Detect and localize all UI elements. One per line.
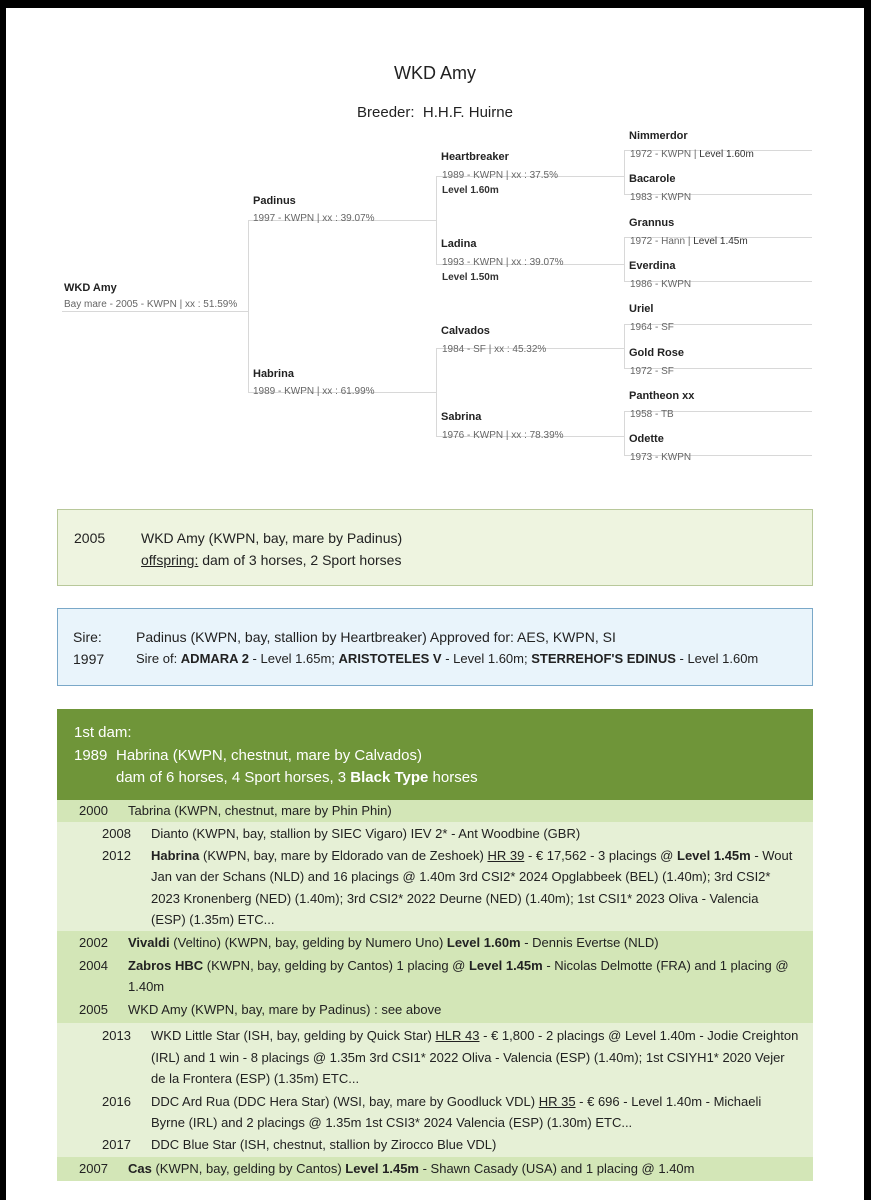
g3-name: Grannus [629,217,675,229]
breeder-label: Breeder: [357,104,415,121]
g3-name: Gold Rose [629,347,685,359]
ss-level: Level 1.60m [442,185,499,196]
page-title: WKD Amy [393,63,476,83]
offspring-link[interactable]: offspring: [141,552,199,568]
sire-description: Padinus (KWPN, bay, stallion by Heartbreaker) Approved for: AES, KWPN, SI [136,629,616,645]
g3-name: Nimmerdor [629,130,688,142]
sire-label: Sire: [73,629,102,645]
hr-link[interactable]: HLR 43 [435,1028,480,1043]
hr-link[interactable]: HR 39 [487,847,525,863]
subject-details: Bay mare - 2005 - KWPN | xx : 51.59% [64,299,238,310]
ss-name: Heartbreaker [441,151,509,163]
g3-details: 1973 - KWPN [630,452,692,463]
g3-details: 1972 - KWPN | Level 1.60m [630,149,754,160]
sd-name: Ladina [441,238,477,250]
ds-details: 1984 - SF | xx : 45.32% [442,344,547,355]
first-dam-production: dam of 6 horses, 4 Sport horses, 3 Black Type horses [116,769,478,786]
horse-year: 2005 [74,530,106,546]
g3-details: 1972 - SF [630,366,674,377]
g3-details: 1986 - KWPN [630,279,692,290]
document-page [6,8,864,1200]
sire-year: 1997 [73,651,105,667]
first-dam-year: 1989 [74,747,108,764]
offspring-row: 2013 WKD Little Star (ISH, bay, gelding by Quick Star) HLR 43 - € 1,800 - 2 placings @ Level 1.40m - Jodie Creighton (IRL) and 1 win - 8 placings @ 1.35m 3rd CSI1* 2022 Oliva - Valencia (ESP) (1.40m); 1st CSIYH1* 2020 Vejer de la Frontera (ESP) (1.35m) ETC... 2016 DDC Ard Rua (DDC Hera Star) (WSI, bay, mare by Goodluck VDL) HR 35 - € 696 - Level 1.40m - Michaeli Byrne (IRL) and 2 placings @ 1.35m 1st CSI3* 2024 Valencia (ESP) (1.30m) ETC... 2017 DDC Blue Star (ISH, chestnut, stallion by Zirocco Blue VDL) [57,1023,813,1157]
dam-name: Habrina [253,368,294,380]
horse-line: WKD Amy (KWPN, bay, mare by Padinus) [141,530,403,546]
g3-details: 1964 - SF [630,322,674,333]
sire-name: Padinus [253,195,296,207]
notable-offspring: STERREHOF'S EDINUS [531,651,676,666]
breeder-line [6,104,864,121]
sd-level: Level 1.50m [442,272,499,283]
g3-name: Everdina [629,260,676,272]
offspring-row: 2007 Cas (KWPN, bay, gelding by Cantos) Level 1.45m - Shawn Casady (USA) and 1 placing @ 1.40m [57,1157,813,1181]
sire-of-line: Sire of: ADMARA 2 - Level 1.65m; ARISTOTELES V - Level 1.60m; STERREHOF'S EDINUS - Level 1.60m [136,651,759,666]
subject-name: WKD Amy [64,282,117,294]
offspring-line: offspring: dam of 3 horses, 2 Sport horses [141,552,402,568]
offspring-row: 2008 Dianto (KWPN, bay, stallion by SIEC Vigaro) IEV 2* - Ant Woodbine (GBR) 2012 Habrina (KWPN, bay, mare by Eldorado van de Zeshoek) HR 39 - € 17,562 - 3 placings @ Level 1.45m - Wout Jan van der Schans (NLD) and 16 placings @ 1.40m 3rd CSI2* 2024 Opglabbeek (BEL) (1.40m); 3rd CSI2* 2023 Kronenberg (NED) (1.40m); 3rd CSI2* 2022 Deurne (NED) (1.40m); 1st CSI1* 2023 Oliva - Valencia (ESP) (1.35m) ETC... [57,822,813,931]
offspring-row: 2002 Vivaldi (Veltino) (KWPN, bay, gelding by Numero Uno) Level 1.60m - Dennis Evertse (NLD) 2004 Zabros HBC (KWPN, bay, gelding by Cantos) 1 placing @ Level 1.45m - Nicolas Delmotte (FRA) and 1 placing @ 1.40m 2005 WKD Amy (KWPN, bay, mare by Padinus) : see above [57,931,813,1023]
ds-connector [624,324,625,368]
first-dam-label: 1st dam: [74,724,132,741]
sd-connector [624,237,625,281]
g3-details: 1983 - KWPN [630,192,692,203]
hr-link[interactable]: HR 35 [538,1093,576,1109]
horse-summary-box [57,509,813,586]
breeder-name: H.H.F. Huirne [422,104,513,121]
ds-name: Calvados [441,325,490,337]
gen1-connector [248,220,249,392]
ss-connector [624,150,625,194]
first-dam-description: Habrina (KWPN, chestnut, mare by Calvados) [116,747,422,764]
sire-connector [436,176,437,264]
offspring-row: 2000 Tabrina (KWPN, chestnut, mare by Phin Phin) [57,800,813,822]
dam-connector [436,348,437,436]
ss-details: 1989 - KWPN | xx : 37.5% [442,170,558,181]
dd-details: 1976 - KWPN | xx : 78.39% [442,430,564,441]
g3-name: Uriel [629,303,654,315]
sd-details: 1993 - KWPN | xx : 39.07% [442,257,564,268]
dd-connector [624,411,625,455]
sire-box [57,608,813,686]
notable-offspring: ARISTOTELES V [338,651,442,666]
sire-details: 1997 - KWPN | xx : 39.07% [253,213,375,224]
g3-name: Odette [629,433,664,445]
dam-details: 1989 - KWPN | xx : 61.99% [253,386,375,397]
g3-details: 1972 - Hann | Level 1.45m [630,236,748,247]
g3-name: Bacarole [629,173,676,185]
first-dam-header [57,709,813,800]
g3-details: 1958 - TB [630,409,674,420]
subject-line [62,311,248,312]
g3-name: Pantheon xx [629,390,695,402]
dd-name: Sabrina [441,411,482,423]
notable-offspring: ADMARA 2 [180,651,249,666]
